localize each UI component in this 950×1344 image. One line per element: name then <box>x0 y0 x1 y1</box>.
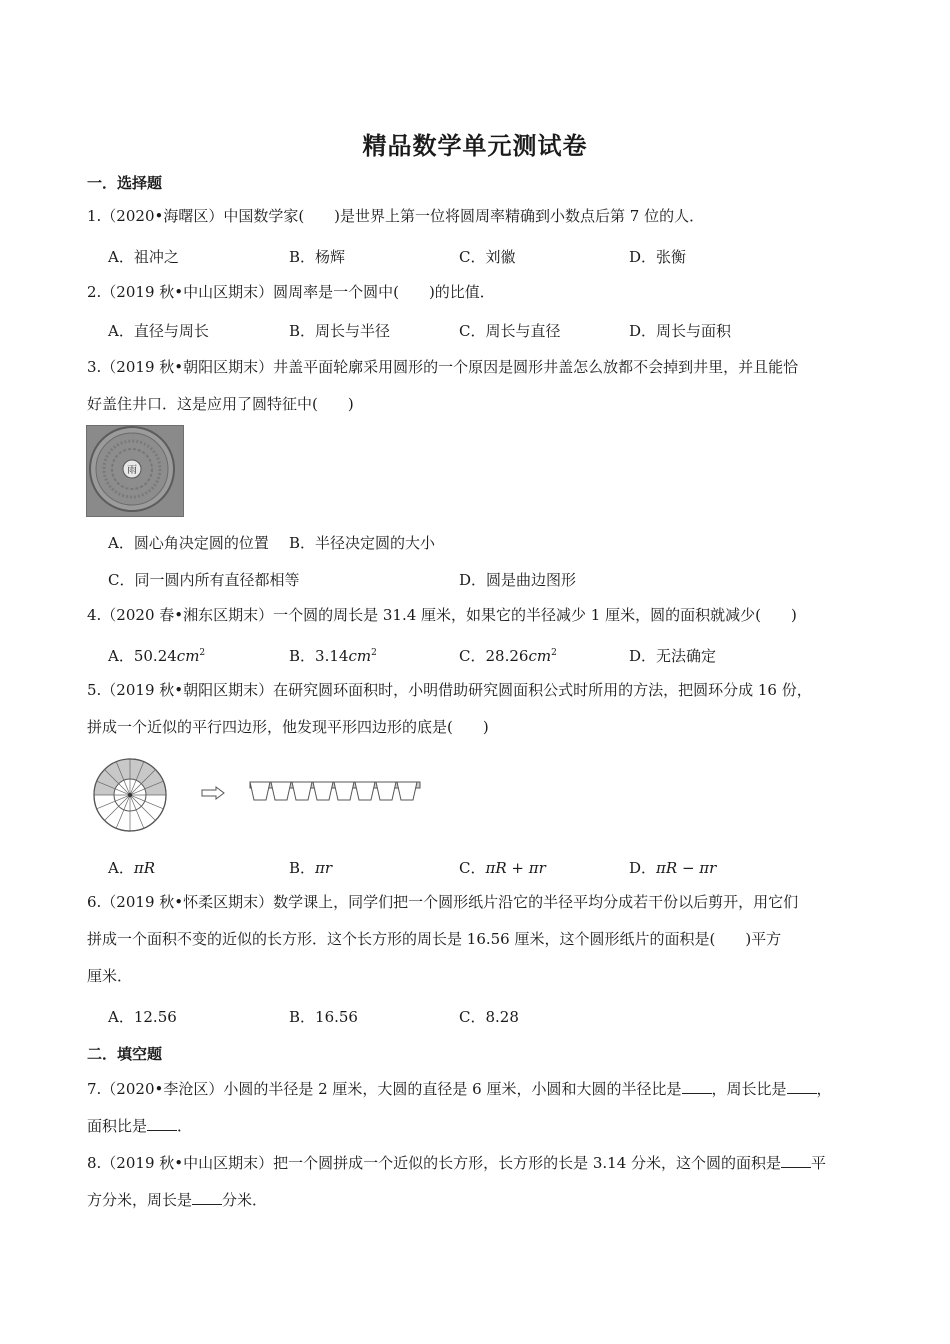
q5-b-expr: πr <box>315 859 333 877</box>
q7-blank-radius-ratio[interactable] <box>682 1079 712 1094</box>
q3-option-a[interactable]: A．圆心角决定圆的位置 <box>108 534 269 552</box>
q4-c-value: 28.26 <box>485 647 529 665</box>
q7-text-5: ． <box>177 1117 193 1135</box>
question-1: 1.（2020•海曙区）中国数学家( )是世界上第一位将圆周率精确到小数点后第 7 位的人． <box>87 207 705 225</box>
q4-a-value: 50.24 <box>133 647 177 665</box>
q7-text-2: ，周长比是 <box>711 1080 787 1098</box>
q5-d-expr: πR − πr <box>656 859 717 877</box>
q5-option-b[interactable] <box>289 857 332 878</box>
annulus-circle <box>94 759 166 831</box>
q5-option-d[interactable] <box>629 857 716 878</box>
annulus-figure <box>92 755 424 837</box>
q2-option-c[interactable]: C．周长与直径 <box>459 322 561 340</box>
q4-option-b[interactable] <box>289 645 377 666</box>
q4-a-unit: cm <box>176 647 200 665</box>
question-6-line-3: 厘米． <box>87 967 133 985</box>
question-8-line-2 <box>87 1182 867 1218</box>
question-3-options-row-2 <box>108 569 868 593</box>
q7-text-3: ， <box>816 1080 832 1098</box>
q4-a-label: A． <box>108 647 134 665</box>
q4-a-exp: 2 <box>199 648 206 658</box>
q4-option-a[interactable] <box>108 645 205 666</box>
q5-option-a[interactable] <box>108 857 155 878</box>
question-3-options-row-1 <box>108 532 868 556</box>
q1-option-b[interactable]: B．杨辉 <box>289 248 346 266</box>
question-4: 4.（2020 春•湘东区期末）一个圆的周长是 31.4 厘米，如果它的半径减少 1 厘米，圆的面积就减少( ) <box>87 606 797 624</box>
question-5-options <box>108 857 868 881</box>
q4-option-c[interactable] <box>459 645 557 666</box>
question-7-line-2 <box>87 1108 867 1144</box>
q2-option-b[interactable]: B．周长与半径 <box>289 322 391 340</box>
q6-option-c[interactable]: C．8.28 <box>459 1008 519 1026</box>
question-3-line-1: 3.（2019 秋•朝阳区期末）井盖平面轮廓采用圆形的一个原因是圆形井盖怎么放都不会掉到井里，并且能恰 <box>87 358 799 376</box>
q7-text-1: 7.（2020•李沧区）小圆的半径是 2 厘米，大圆的直径是 6 厘米，小圆和大圆的半径比是 <box>87 1080 682 1098</box>
q4-c-exp: 2 <box>551 648 557 658</box>
q5-c-label: C． <box>459 859 486 877</box>
q4-c-unit: cm <box>528 647 552 665</box>
q4-c-label: C． <box>459 647 486 665</box>
q6-option-a[interactable]: A．12.56 <box>108 1008 177 1026</box>
q2-option-a[interactable]: A．直径与周长 <box>108 322 209 340</box>
question-6-options <box>108 1006 868 1030</box>
page-title: 精品数学单元测试卷 <box>362 132 588 160</box>
q4-b-exp: 2 <box>371 648 377 658</box>
question-5-line-1: 5.（2019 秋•朝阳区期末）在研究圆环面积时，小明借助研究圆面积公式时所用的方法，把圆环分成 16 份， <box>87 681 812 699</box>
arrow-icon <box>202 787 224 799</box>
q5-b-label: B． <box>289 859 316 877</box>
parallelogram-strip <box>250 782 420 800</box>
question-2-options <box>108 320 868 344</box>
q8-text-3: 方分米，周长是 <box>87 1191 193 1209</box>
q1-option-d[interactable]: D．张衡 <box>629 248 687 266</box>
q8-text-1: 8.（2019 秋•中山区期末）把一个圆拼成一个近似的长方形，长方形的长是 3.14 分米，这个圆的面积是 <box>87 1154 782 1172</box>
q3-option-d[interactable]: D．圆是曲边图形 <box>459 571 577 589</box>
section-fill-heading: 二．填空题 <box>87 1045 163 1063</box>
q8-blank-perimeter[interactable] <box>192 1190 222 1205</box>
question-1-options <box>108 246 868 270</box>
question-3-line-2: 好盖住井口．这是应用了圆特征中( ) <box>87 395 354 413</box>
q5-a-expr: πR <box>133 859 155 877</box>
q5-a-label: A． <box>108 859 134 877</box>
question-4-options <box>108 645 868 669</box>
q4-b-unit: cm <box>348 647 372 665</box>
q4-b-value: 3.14 <box>315 647 349 665</box>
q8-text-4: 分米． <box>222 1191 268 1209</box>
q3-option-c[interactable]: C．同一圆内所有直径都相等 <box>108 571 300 589</box>
section-choice-heading: 一．选择题 <box>87 174 163 192</box>
q8-blank-area[interactable] <box>781 1153 811 1168</box>
question-6-line-2: 拼成一个面积不变的近似的长方形．这个长方形的周长是 16.56 厘米，这个圆形纸片的面积是( )平方 <box>87 930 782 948</box>
question-7-line-1 <box>87 1071 867 1107</box>
q5-option-c[interactable] <box>459 857 546 878</box>
q4-b-label: B． <box>289 647 316 665</box>
question-6-line-1: 6.（2019 秋•怀柔区期末）数学课上，同学们把一个圆形纸片沿它的半径平均分成若干份以后剪开，用它们 <box>87 893 799 911</box>
q3-option-b[interactable]: B．半径决定圆的大小 <box>289 534 436 552</box>
manhole-cover-image <box>86 425 184 517</box>
q7-blank-perimeter-ratio[interactable] <box>787 1079 817 1094</box>
manhole-cover-photo <box>86 425 184 517</box>
q1-option-c[interactable]: C．刘徽 <box>459 248 516 266</box>
question-2: 2.（2019 秋•中山区期末）圆周率是一个圆中( )的比值． <box>87 283 495 301</box>
manhole-emblem-text: 雨 <box>127 465 137 476</box>
q2-option-d[interactable]: D．周长与面积 <box>629 322 732 340</box>
q8-text-2: 平 <box>811 1154 827 1172</box>
q4-option-d[interactable]: D．无法确定 <box>629 647 717 665</box>
question-5-line-2: 拼成一个近似的平行四边形，他发现平形四边形的底是( ) <box>87 718 489 736</box>
q5-d-label: D． <box>629 859 657 877</box>
q6-option-b[interactable]: B．16.56 <box>289 1008 358 1026</box>
annulus-diagram <box>92 755 424 837</box>
question-8-line-1 <box>87 1145 867 1181</box>
q7-text-4: 面积比是 <box>87 1117 148 1135</box>
q1-option-a[interactable]: A．祖冲之 <box>108 248 179 266</box>
q5-c-expr: πR + πr <box>485 859 546 877</box>
q7-blank-area-ratio[interactable] <box>147 1116 177 1131</box>
